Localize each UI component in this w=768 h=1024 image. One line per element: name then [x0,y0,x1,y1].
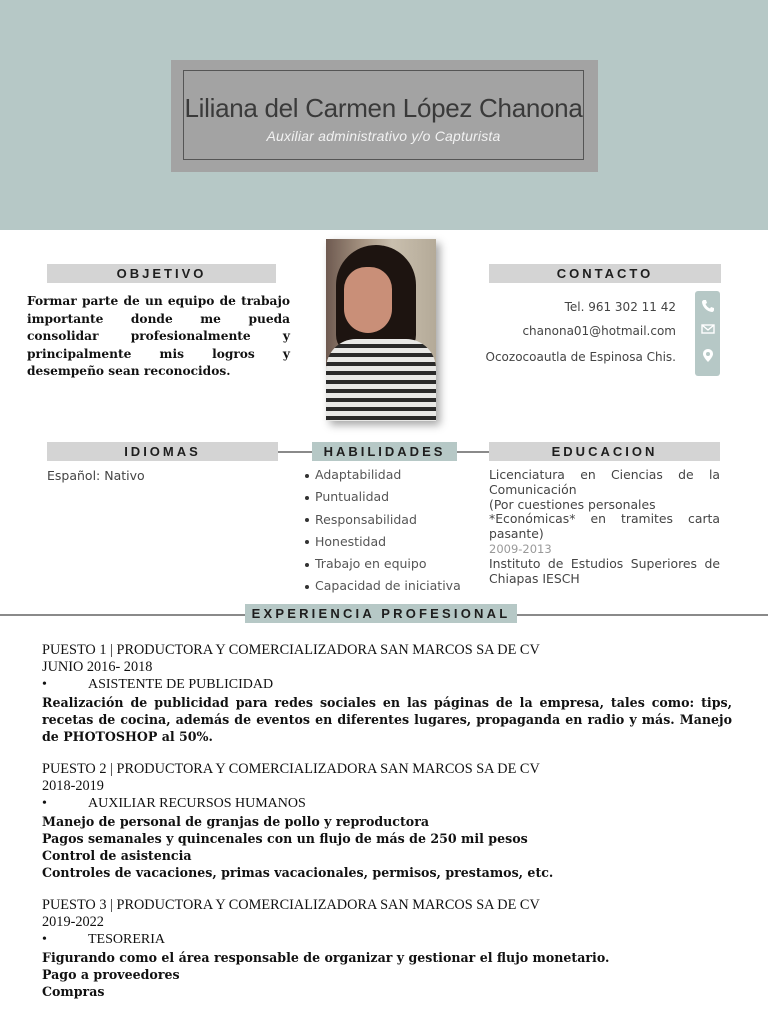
list-item: Responsabilidad [305,510,461,532]
job-description: Realización de publicidad para redes sociales en las páginas de la empresa, tales como: tips, recetas de cocina, además de eventos en diferentes lugares, propaganda en radio y más. Manejo de PHOTOSHOP al 50%. [42,694,732,745]
objetivo-heading: OBJETIVO [47,264,276,283]
contact-email: chanona01@hotmail.com [522,324,676,338]
location-pin-icon [699,348,716,365]
mail-icon [699,323,716,340]
contact-icon-strip [695,291,720,376]
list-item: Honestidad [305,532,461,554]
job-description-line: Pagos semanales y quincenales con un flujo de más de 250 mil pesos [42,830,528,846]
list-item: Capacidad de iniciativa [305,576,461,598]
job-description-line: Control de asistencia [42,848,192,864]
edu-note-line2: *Económicas* en tramites carta [489,511,720,527]
connector-left [278,451,312,453]
phone-icon [699,299,716,316]
name-box [171,60,598,172]
job-role: • AUXILIAR RECURSOS HUMANOS [42,796,306,812]
job-2 [42,761,732,881]
contact-location: Ocozocoautla de Espinosa Chis. [485,350,676,364]
job-header: PUESTO 1 | PRODUCTORA Y COMERCIALIZADORA SAN MARCOS SA DE CV [42,642,540,658]
edu-note-line3: pasante) [489,526,544,542]
connector-right [457,451,489,453]
job-role: • ASISTENTE DE PUBLICIDAD [42,677,274,693]
job-description-line: Figurando como el área responsable de organizar y gestionar el flujo monetario. [42,949,610,965]
job-description-line: Manejo de personal de granjas de pollo y reproductora [42,813,429,829]
job-dates: 2018-2019 [42,778,104,795]
candidate-title: Auxiliar administrativo y/o Capturista [266,128,501,144]
idiomas-heading: IDIOMAS [47,442,278,461]
idioma-item: Español: Nativo [47,468,145,483]
educacion-heading: EDUCACION [489,442,720,461]
edu-degree-line1: Licenciatura en Ciencias de la [489,467,720,482]
job-1 [42,642,732,745]
job-header: PUESTO 3 | PRODUCTORA Y COMERCIALIZADORA SAN MARCOS SA DE CV [42,897,540,913]
edu-note-line1: (Por cuestiones personales [489,496,656,512]
objetivo-text: Formar parte de un equipo de trabajo importante donde me pueda consolidar profesionalmente y principalmente mis logros y desempeño sean reconocidos. [27,294,290,378]
job-role: • TESORERIA [42,932,165,948]
job-header: PUESTO 2 | PRODUCTORA Y COMERCIALIZADORA SAN MARCOS SA DE CV [42,761,540,777]
job-description-line: Pago a proveedores [42,966,180,982]
edu-school-line2: Chiapas IESCH [489,570,580,586]
list-item: Puntualidad [305,487,461,509]
edu-years: 2009-2013 [489,541,552,556]
job-dates: 2019-2022 [42,914,104,931]
job-dates: JUNIO 2016- 2018 [42,659,153,676]
job-description-line: Compras [42,984,105,1000]
job-3 [42,897,732,1000]
list-item: Trabajo en equipo [305,554,461,576]
edu-degree-line2: Comunicación [489,481,577,497]
list-item: Adaptabilidad [305,465,461,487]
contact-phone: Tel. 961 302 11 42 [564,300,676,314]
job-description-line: Controles de vacaciones, primas vacacionales, permisos, prestamos, etc. [42,865,554,881]
contacto-heading: CONTACTO [489,264,721,283]
education-block [489,468,720,586]
name-frame [183,70,584,160]
skills-list [305,465,461,599]
edu-school-line1: Instituto de Estudios Superiores de [489,555,720,571]
habilidades-heading: HABILIDADES [312,442,457,461]
candidate-name: Liliana del Carmen López Chanona [184,93,583,123]
experiencia-heading: EXPERIENCIA PROFESIONAL [245,604,517,623]
profile-photo [326,239,436,421]
